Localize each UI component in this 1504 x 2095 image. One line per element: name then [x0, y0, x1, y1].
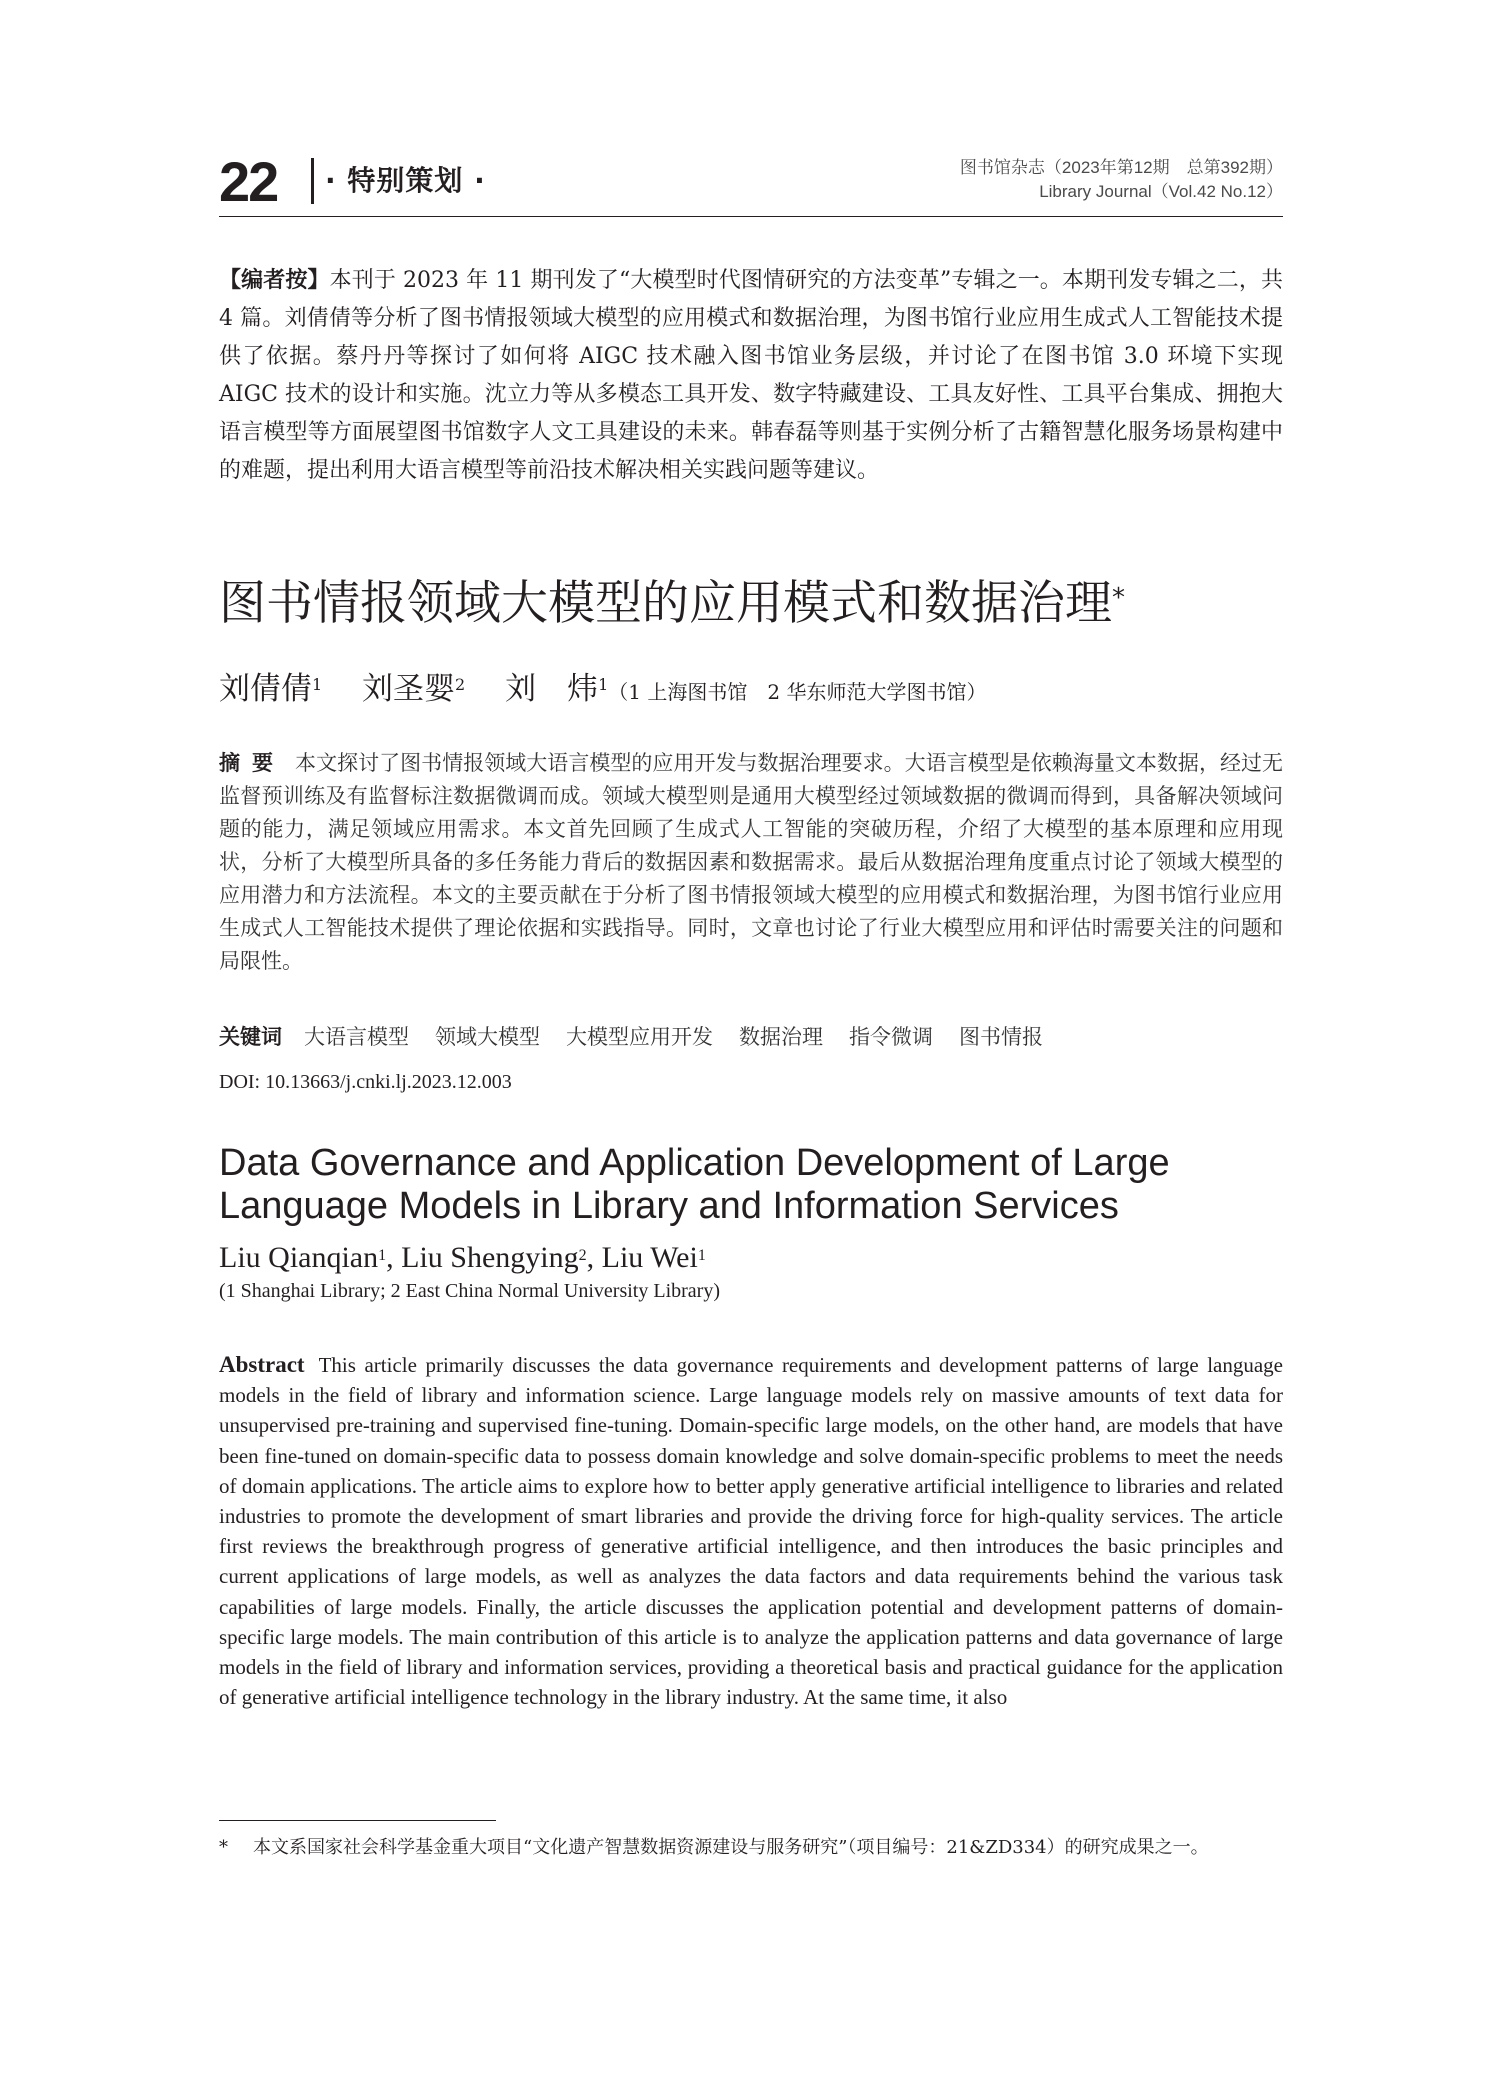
author-en-2: Liu Shengying — [401, 1241, 579, 1274]
author-en-2-affil: 2 — [578, 1247, 587, 1264]
keyword: 领域大模型 — [435, 1025, 540, 1049]
editor-note-label: 【编者按】 — [219, 268, 330, 293]
affiliation-en: (1 Shanghai Library; 2 East China Normal University Library) — [219, 1280, 720, 1302]
keyword: 图书情报 — [959, 1025, 1043, 1049]
keyword: 指令微调 — [849, 1025, 933, 1049]
author-cn-3: 刘 炜 — [505, 671, 599, 707]
author-cn-2-affil: 2 — [455, 675, 466, 694]
footnote-mark: * — [219, 1837, 228, 1858]
editor-note-text: 本刊于 2023 年 11 期刊发了“大模型时代图情研究的方法变革”专辑之一。本期刊发专辑之二，共 4 篇。刘倩倩等分析了图书情报领域大模型的应用模式和数据治理，为图书馆行业应用生成式人工智能技术提供了依据。蔡丹丹等探讨了如何将 AIGC 技术融入图书馆业务层级，并讨论了在图书馆 3.0 环境下实现 AIGC 技术的设计和实施。沈立力等从多模态工具开发、数字特藏建设、工具友好性、工具平台集成、拥抱大语言模型等方面展望图书馆数字人文工具建设的未来。韩春磊等则基于实例分析了古籍智慧化服务场景构建中的难题，提出利用大语言模型等前沿技术解决相关实践问题等建议。 — [219, 268, 1283, 483]
page-number: 22 — [219, 150, 278, 213]
title-cn-text: 图书情报领域大模型的应用模式和数据治理 — [219, 576, 1112, 631]
keyword: 数据治理 — [739, 1025, 823, 1049]
abstract-cn-text: 本文探讨了图书情报领域大语言模型的应用开发与数据治理要求。大语言模型是依赖海量文本数据，经过无监督预训练及有监督标注数据微调而成。领域大模型则是通用大模型经过领域数据的微调而得到，具备解决领域问题的能力，满足领域应用需求。本文首先回顾了生成式人工智能的突破历程，介绍了大模型的基本原理和应用现状，分析了大模型所具备的多任务能力背后的数据因素和数据需求。最后从数据治理角度重点讨论了领域大模型的应用潜力和方法流程。本文的主要贡献在于分析了图书情报领域大模型的应用模式和数据治理，为图书馆行业应用生成式人工智能技术提供了理论依据和实践指导。同时，文章也讨论了行业大模型应用和评估时需要关注的问题和局限性。 — [219, 751, 1284, 973]
keywords-cn — [219, 1020, 1283, 1054]
keyword: 大语言模型 — [304, 1025, 409, 1049]
author-cn-1-affil: 1 — [312, 675, 323, 694]
running-header — [219, 150, 1283, 220]
author-en-3: Liu Wei — [601, 1241, 698, 1274]
author-cn-1: 刘倩倩 — [219, 671, 312, 707]
abstract-cn-label: 摘要 — [219, 751, 286, 775]
editor-note — [219, 262, 1283, 490]
author-en-3-affil: 1 — [697, 1247, 706, 1264]
authors-cn — [219, 667, 1283, 714]
keywords-cn-label: 关键词 — [219, 1025, 282, 1049]
abstract-en — [219, 1350, 1283, 1712]
journal-info — [960, 156, 1283, 204]
header-divider — [311, 158, 314, 204]
authors-en — [219, 1239, 706, 1277]
keyword: 大模型应用开发 — [566, 1025, 713, 1049]
footnote — [219, 1833, 1283, 1863]
journal-info-cn: 图书馆杂志（2023年第12期 总第392期） — [959, 158, 1283, 177]
header-rule — [219, 216, 1283, 217]
abstract-en-label: Abstract — [219, 1352, 305, 1377]
footnote-rule — [219, 1820, 496, 1821]
author-separator: , — [586, 1241, 602, 1274]
journal-info-en: Library Journal（Vol.42 No.12） — [1039, 182, 1283, 201]
author-en-1: Liu Qianqian — [219, 1241, 379, 1274]
doi: DOI: 10.13663/j.cnki.lj.2023.12.003 — [219, 1071, 512, 1093]
footnote-text: 本文系国家社会科学基金重大项目“文化遗产智慧数据资源建设与服务研究”（项目编号：21&ZD334）的研究成果之一。 — [253, 1837, 1209, 1858]
abstract-cn — [219, 747, 1283, 978]
title-cn — [219, 572, 1283, 636]
author-cn-3-affil: 1 — [598, 675, 609, 694]
title-en: Data Governance and Application Development of Large Language Models in Library and Information Services — [219, 1142, 1170, 1227]
abstract-en-text: This article primarily discusses the data governance requirements and development patterns of large language models in the field of library and information science. Large language models rely on massive amounts of text data for unsupervised pre-training and supervised fine-tuning. Domain-specific large models, on the other hand, are models that have been fine-tuned on domain-specific data to possess domain knowledge and solve domain-specific problems to meet the needs of domain applications. The article aims to explore how to better apply generative artificial intelligence to libraries and related industries to promote the development of smart libraries and provide the driving force for high-quality services. The article first reviews the breakthrough progress of generative artificial intelligence, and then introduces the basic principles and current applications of large models, as well as analyzes the data factors and data requirements behind the various task capabilities of large models. Finally, the article discusses the application potential and development patterns of domain-specific large models. The main contribution of this article is to analyze the application patterns and data governance of large models in the field of library and information services, providing a theoretical basis and practical guidance for the application of generative artificial intelligence technology in the library industry. At the same time, it also — [219, 1353, 1283, 1710]
section-label: · 特别策划 · — [325, 164, 486, 197]
affiliation-cn: （1 上海图书馆 2 华东师范大学图书馆） — [608, 680, 987, 704]
author-separator: , — [386, 1241, 402, 1274]
title-cn-footnote-mark: * — [1112, 583, 1125, 613]
author-en-1-affil: 1 — [378, 1247, 387, 1264]
author-cn-2: 刘圣婴 — [362, 671, 456, 707]
